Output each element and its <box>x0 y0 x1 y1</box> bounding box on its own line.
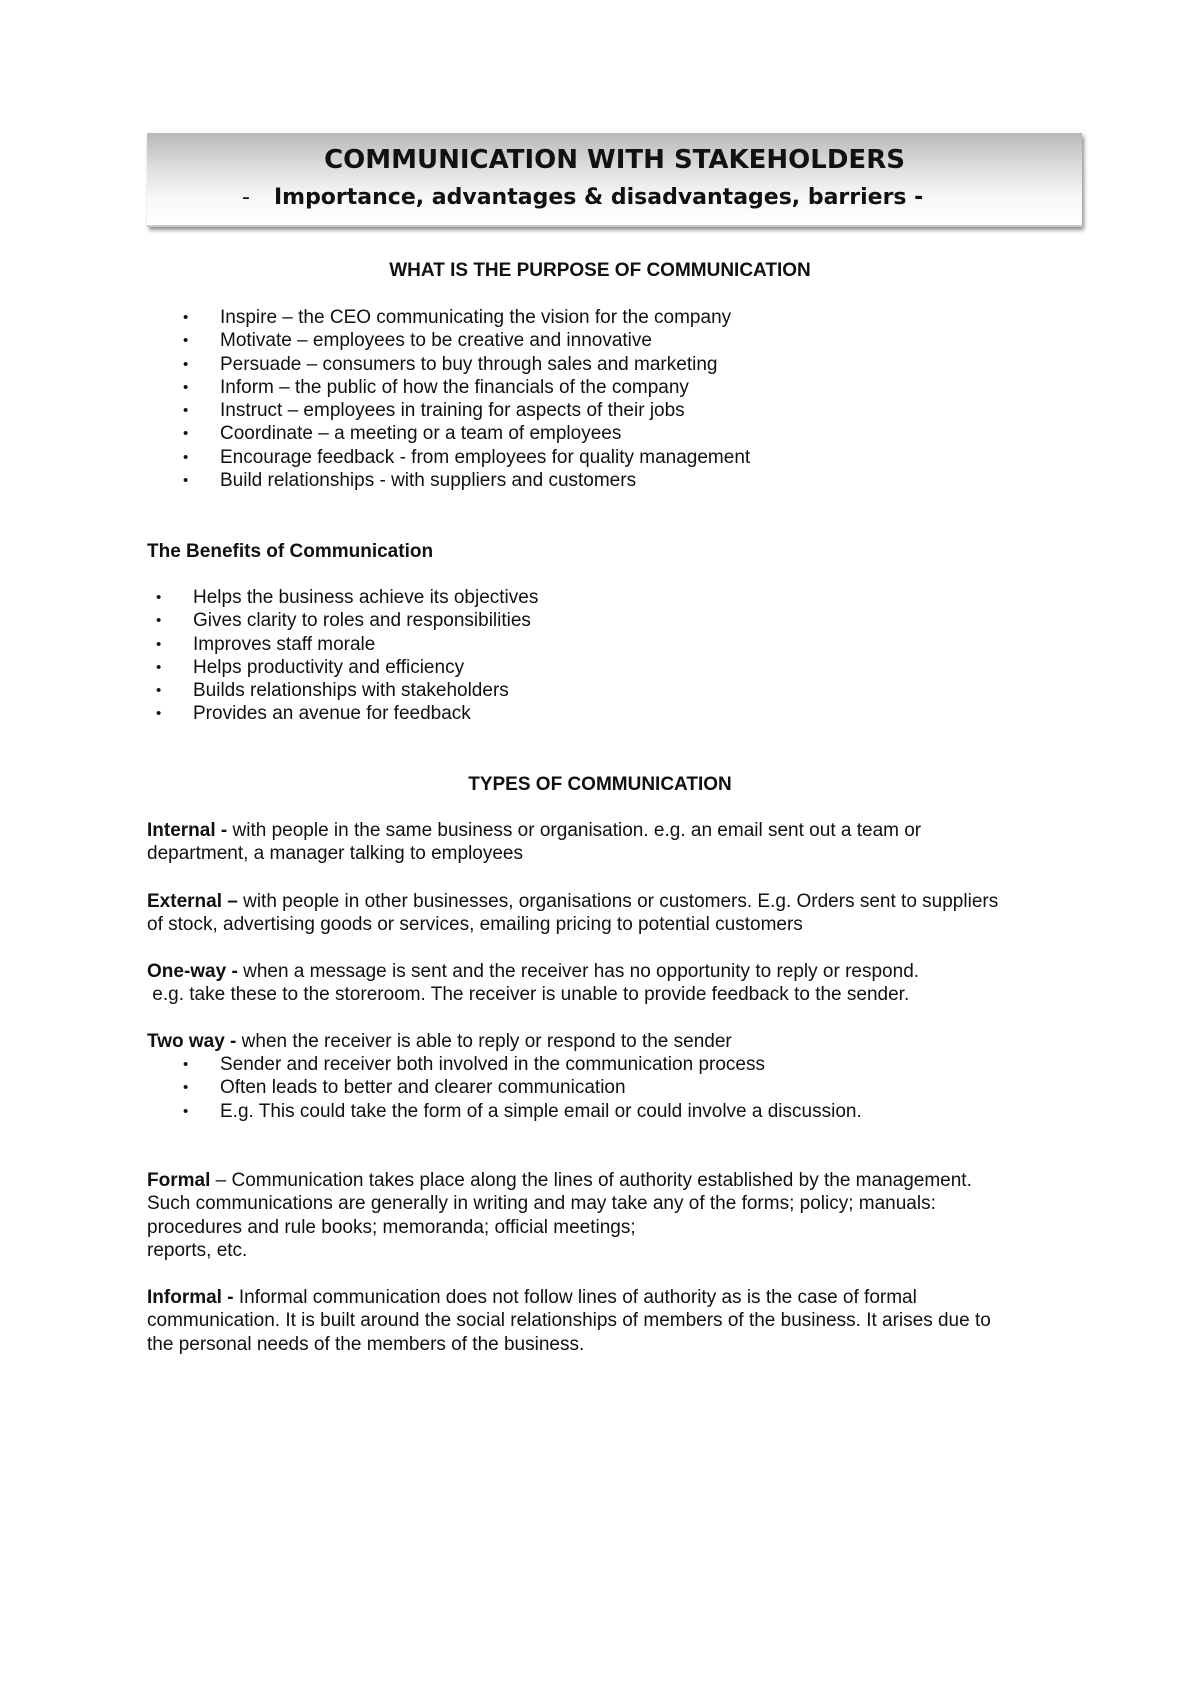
bullet-icon: • <box>156 705 162 723</box>
para-line: e.g. take these to the storeroom. The receiver is unable to provide feedback to the sender. <box>147 984 910 1006</box>
list-item-text: Instruct – employees in training for aspects of their jobs <box>220 400 685 422</box>
bullet-icon: • <box>183 402 189 420</box>
list-item <box>183 1100 862 1123</box>
list-item-text: Motivate – employees to be creative and innovative <box>220 330 652 352</box>
benefits-heading: The Benefits of Communication <box>147 541 434 562</box>
bullet-icon: • <box>156 658 162 676</box>
para-text: when a message is sent and the receiver has no opportunity to reply or respond. <box>237 961 920 982</box>
list-item-text: Helps the business achieve its objectives <box>193 587 539 608</box>
list-item <box>156 656 538 679</box>
list-item <box>183 1076 862 1099</box>
list-item <box>183 469 750 492</box>
list-item <box>156 679 538 702</box>
list-item <box>183 422 750 445</box>
bullet-icon: • <box>183 332 189 350</box>
formal-paragraph <box>147 1169 1077 1262</box>
bullet-icon: • <box>183 378 189 396</box>
twoway-paragraph <box>147 1030 1077 1053</box>
purpose-heading: WHAT IS THE PURPOSE OF COMMUNICATION <box>389 260 811 281</box>
document-title: COMMUNICATION WITH STAKEHOLDERS <box>324 145 905 175</box>
para-line: procedures and rule books; memoranda; official meetings; <box>147 1216 636 1238</box>
para-text: with people in the same business or organisation. e.g. an email sent out a team or <box>227 820 922 841</box>
list-item <box>183 1053 862 1076</box>
twoway-term: Two way - <box>147 1031 237 1052</box>
list-item-text: Encourage feedback - from employees for quality management <box>220 446 751 468</box>
bullet-icon: • <box>183 1102 189 1120</box>
para-line <box>147 1286 1077 1309</box>
para-line: Such communications are generally in writing and may take any of the forms; policy; manuals: <box>147 1193 936 1215</box>
list-item-text: Inspire – the CEO communicating the vision for the company <box>220 307 732 328</box>
para-line <box>147 1169 1077 1192</box>
bullet-icon: • <box>183 448 189 466</box>
informal-term: Informal - <box>147 1287 234 1308</box>
twoway-list <box>183 1053 862 1123</box>
bullet-icon: • <box>183 1056 189 1073</box>
para-line: reports, etc. <box>147 1239 248 1261</box>
list-item <box>156 586 539 609</box>
list-item-text: Coordinate – a meeting or a team of employees <box>220 423 622 445</box>
bullet-icon: • <box>183 1079 189 1097</box>
list-item <box>183 399 750 422</box>
list-item-text: Gives clarity to roles and responsibilities <box>193 610 531 632</box>
formal-term: Formal <box>147 1170 211 1191</box>
types-heading: TYPES OF COMMUNICATION <box>468 774 732 795</box>
list-item-text: Inform – the public of how the financials of the company <box>220 376 689 398</box>
bullet-icon: • <box>183 472 189 490</box>
list-item <box>183 446 751 469</box>
list-item-text: Builds relationships with stakeholders <box>193 680 509 702</box>
bullet-icon: • <box>156 635 162 653</box>
list-item-text: Build relationships - with suppliers and customers <box>220 470 637 492</box>
purpose-list <box>183 306 751 492</box>
internal-paragraph <box>147 819 1077 866</box>
para-line: the personal needs of the members of the business. <box>147 1333 585 1355</box>
list-item <box>183 353 750 376</box>
para-line: department, a manager talking to employees <box>147 843 523 865</box>
bullet-icon: • <box>156 612 162 630</box>
para-line <box>147 1030 1077 1053</box>
list-item-text: Sender and receiver both involved in the communication process <box>220 1054 765 1075</box>
bullet-icon: • <box>156 589 162 606</box>
para-text: Informal communication does not follow lines of authority as is the case of formal <box>233 1287 917 1308</box>
title-banner <box>147 133 1082 227</box>
benefits-list <box>156 586 539 726</box>
list-item <box>156 609 538 632</box>
para-line <box>147 960 1077 983</box>
list-item <box>183 376 750 399</box>
internal-term: Internal - <box>147 820 228 841</box>
document-subtitle <box>242 185 923 210</box>
subtitle-text: Importance, advantages & disadvantages, barriers - <box>273 185 924 210</box>
oneway-term: One-way - <box>147 961 238 982</box>
bullet-icon: • <box>183 309 189 326</box>
para-text: with people in other businesses, organisations or customers. E.g. Orders sent to suppliers <box>237 891 999 912</box>
para-text: – Communication takes place along the lines of authority established by the management. <box>210 1170 972 1191</box>
list-item <box>156 702 538 725</box>
para-line <box>147 890 1077 913</box>
list-item-text: E.g. This could take the form of a simple email or could involve a discussion. <box>220 1100 862 1122</box>
list-item-text: Helps productivity and efficiency <box>193 656 465 678</box>
list-item <box>156 633 538 656</box>
list-item-text: Provides an avenue for feedback <box>193 703 471 725</box>
bullet-icon: • <box>183 425 189 443</box>
para-line: communication. It is built around the social relationships of members of the business. It arises due to <box>147 1310 991 1332</box>
para-line <box>147 819 1077 842</box>
external-paragraph <box>147 890 1077 937</box>
list-item-text: Improves staff morale <box>193 633 376 655</box>
list-item <box>183 306 750 329</box>
bullet-icon: • <box>156 682 162 700</box>
informal-paragraph <box>147 1286 1077 1356</box>
para-text: when the receiver is able to reply or respond to the sender <box>236 1031 732 1052</box>
list-item-text: Persuade – consumers to buy through sales and marketing <box>220 353 718 375</box>
external-term: External – <box>147 891 238 912</box>
list-item-text: Often leads to better and clearer communication <box>220 1077 626 1099</box>
para-line: of stock, advertising goods or services, emailing pricing to potential customers <box>147 914 803 936</box>
oneway-paragraph <box>147 960 1077 1007</box>
subtitle-lead-dash: - <box>242 185 250 210</box>
list-item <box>183 329 750 352</box>
bullet-icon: • <box>183 355 189 373</box>
